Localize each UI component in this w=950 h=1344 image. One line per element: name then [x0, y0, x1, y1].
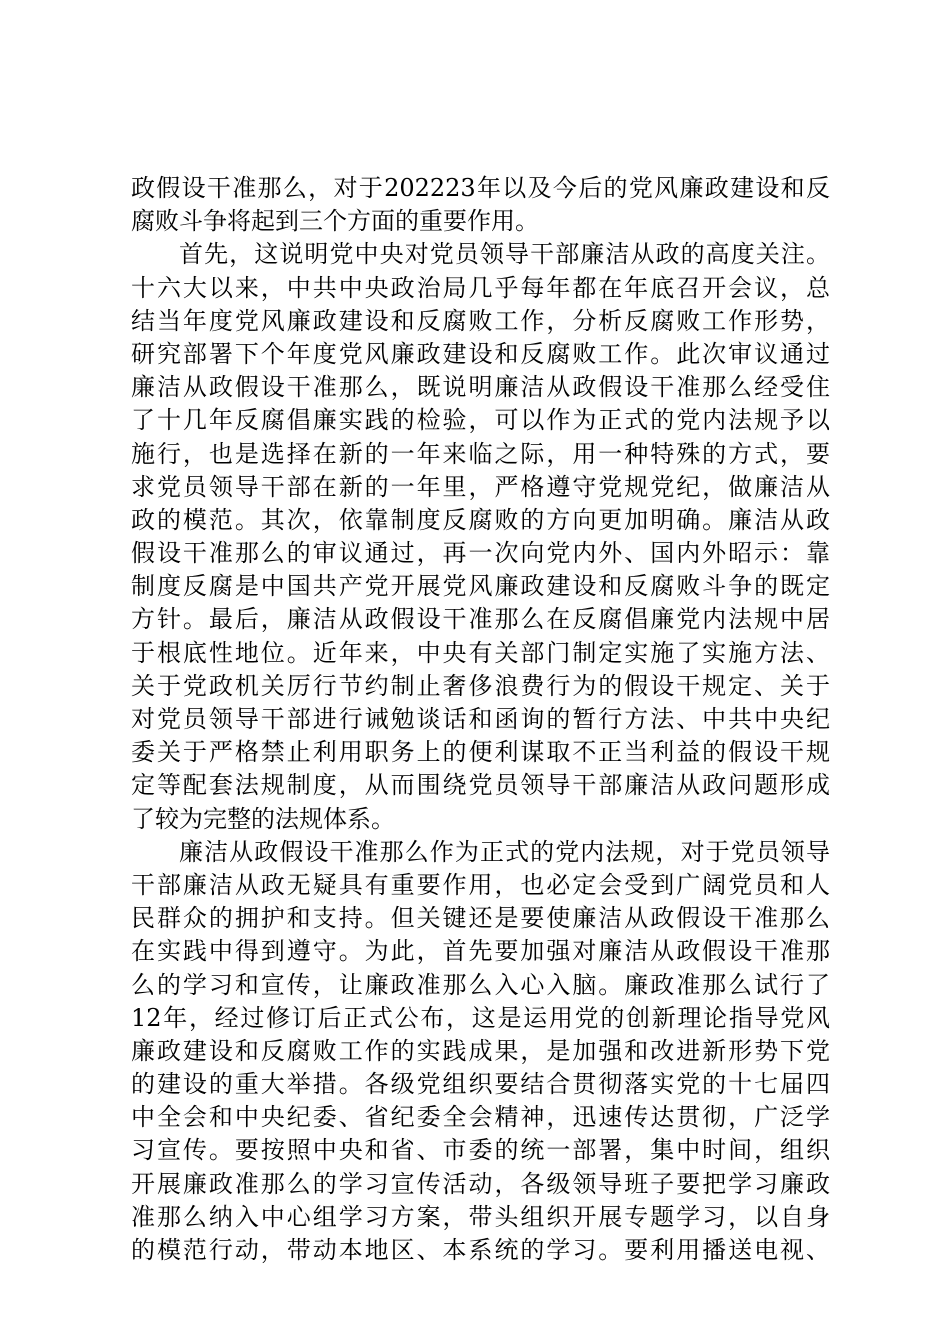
text-line: 12年，经过修订后正式公布，这是运用党的创新理论指导党风 — [131, 1003, 830, 1032]
text-line: 么的学习和宣传，让廉政准那么入心入脑。廉政准那么试行了 — [131, 970, 830, 999]
paragraph-start-line: 首先，这说明党中央对党员领导干部廉洁从政的高度关注。 — [179, 240, 830, 269]
text-line: 了较为完整的法规体系。 — [131, 804, 395, 833]
text-line: 了十几年反腐倡廉实践的检验，可以作为正式的党内法规予以 — [131, 406, 830, 435]
text-line: 研究部署下个年度党风廉政建设和反腐败工作。此次审议通过 — [131, 339, 830, 368]
text-line: 中全会和中央纪委、省纪委全会精神，迅速传达贯彻，广泛学 — [131, 1103, 830, 1132]
text-line: 干部廉洁从政无疑具有重要作用，也必定会受到广阔党员和人 — [131, 870, 830, 899]
text-line: 结当年度党风廉政建设和反腐败工作，分析反腐败工作形势， — [131, 306, 830, 335]
text-line: 委关于严格禁止利用职务上的便利谋取不正当利益的假设干规 — [131, 738, 830, 767]
text-line: 腐败斗争将起到三个方面的重要作用。 — [131, 207, 539, 236]
text-line: 在实践中得到遵守。为此，首先要加强对廉洁从政假设干准那 — [131, 937, 830, 966]
text-line: 方针。最后，廉洁从政假设干准那么在反腐倡廉党内法规中居 — [131, 605, 830, 634]
text-line: 对党员领导干部进行诫勉谈话和函询的暂行方法、中共中央纪 — [131, 705, 830, 733]
text-line: 政的模范。其次，依靠制度反腐败的方向更加明确。廉洁从政 — [131, 505, 830, 534]
text-line: 于根底性地位。近年来，中央有关部门制定实施了实施方法、 — [131, 638, 830, 667]
text-line: 准那么纳入中心组学习方案，带头组织开展专题学习，以自身 — [131, 1202, 830, 1231]
text-line: 开展廉政准那么的学习宣传活动，各级领导班子要把学习廉政 — [131, 1169, 830, 1198]
text-line: 定等配套法规制度，从而围绕党员领导干部廉洁从政问题形成 — [131, 771, 830, 800]
text-line: 求党员领导干部在新的一年里，严格遵守党规党纪，做廉洁从 — [131, 472, 830, 501]
text-line: 施行，也是选择在新的一年来临之际，用一种特殊的方式，要 — [131, 439, 830, 468]
text-line: 制度反腐是中国共产党开展党风廉政建设和反腐败斗争的既定 — [131, 572, 830, 601]
text-line: 假设干准那么的审议通过，再一次向党内外、国内外昭示：靠 — [131, 539, 830, 568]
paragraph-start-line: 廉洁从政假设干准那么作为正式的党内法规，对于党员领导 — [179, 837, 830, 866]
text-line: 的建设的重大举措。各级党组织要结合贯彻落实党的十七届四 — [131, 1070, 830, 1099]
text-line: 关于党政机关厉行节约制止奢侈浪费行为的假设干规定、关于 — [131, 671, 830, 700]
text-line: 十六大以来，中共中央政治局几乎每年都在年底召开会议，总 — [131, 273, 830, 302]
document-body — [131, 172, 830, 1267]
text-line: 廉洁从政假设干准那么，既说明廉洁从政假设干准那么经受住 — [131, 373, 830, 402]
text-line: 政假设干准那么，对于202223年以及今后的党风廉政建设和反 — [131, 174, 830, 202]
text-line: 习宣传。要按照中央和省、市委的统一部署，集中时间，组织 — [131, 1136, 830, 1165]
text-line: 廉政建设和反腐败工作的实践成果，是加强和改进新形势下党 — [131, 1036, 830, 1065]
text-line: 民群众的拥护和支持。但关键还是要使廉洁从政假设干准那么 — [131, 904, 830, 933]
text-line: 的模范行动，带动本地区、本系统的学习。要利用播送电视、 — [131, 1236, 830, 1264]
